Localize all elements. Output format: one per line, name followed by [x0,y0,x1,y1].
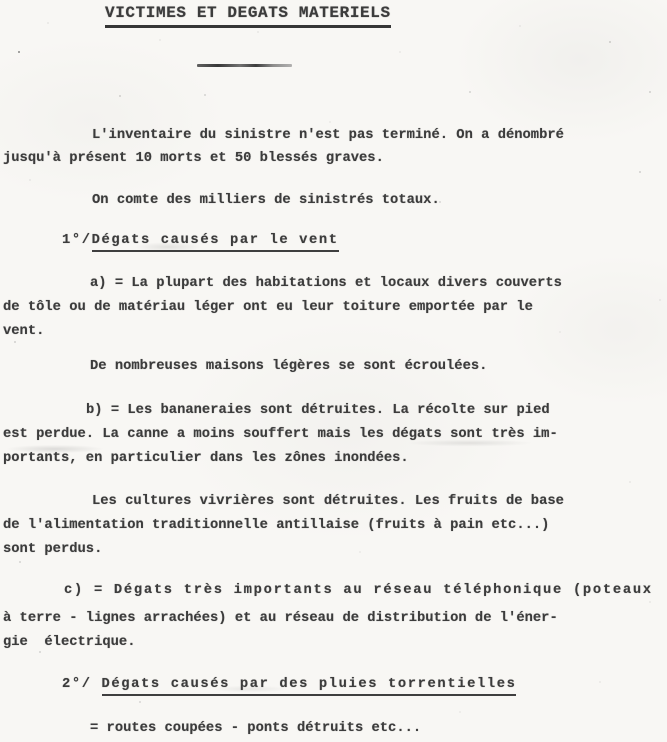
text-line: jusqu'à présent 10 morts et 50 blessés graves. [3,151,384,166]
text-line: à terre - lignes arrachées) et au réseau de distribution de l'éner- [3,611,558,626]
section-heading-text: Dégats causés par des pluies torrentielles [102,677,517,696]
text-line: a) = La plupart des habitations et locaux divers couverts [90,276,562,291]
text-line: = routes coupées - ponts détruits etc... [90,721,422,736]
text-line: Les cultures vivrières sont détruites. Les fruits de base [92,494,564,509]
text-line: c) = Dégats très importants au réseau téléphonique (poteaux [64,583,653,598]
page-title [105,5,391,21]
text-line: De nombreuses maisons légères se sont écroulées. [90,359,488,374]
section-heading-text: Dégats causés par le vent [92,233,339,252]
text-line: gie électrique. [3,635,136,650]
text-line: On comte des milliers de sinistrés totaux. [92,193,440,208]
text-line: de tôle ou de matériau léger ont eu leur toiture emportée par le [3,300,533,315]
text-line: de l'alimentation traditionnelle antillaise (fruits à pain etc...) [3,518,550,533]
text-line: portants, en particulier dans les zônes inondées. [3,451,409,466]
separator-line [197,64,292,67]
page-title-text: VICTIMES ET DEGATS MATERIELS [105,4,391,28]
section-number: 2°/ [62,677,102,692]
section-heading [62,234,339,248]
text-line: L'inventaire du sinistre n'est pas terminé. On a dénombré [92,128,564,143]
section-heading [62,678,516,692]
text-line: b) = Les bananeraies sont détruites. La récolte sur pied [86,403,550,418]
text-line: vent. [3,324,45,339]
section-number: 1°/ [62,233,92,248]
text-line: sont perdus. [3,542,103,557]
text-line: est perdue. La canne a moins souffert mais les dégats sont très im- [3,427,558,442]
